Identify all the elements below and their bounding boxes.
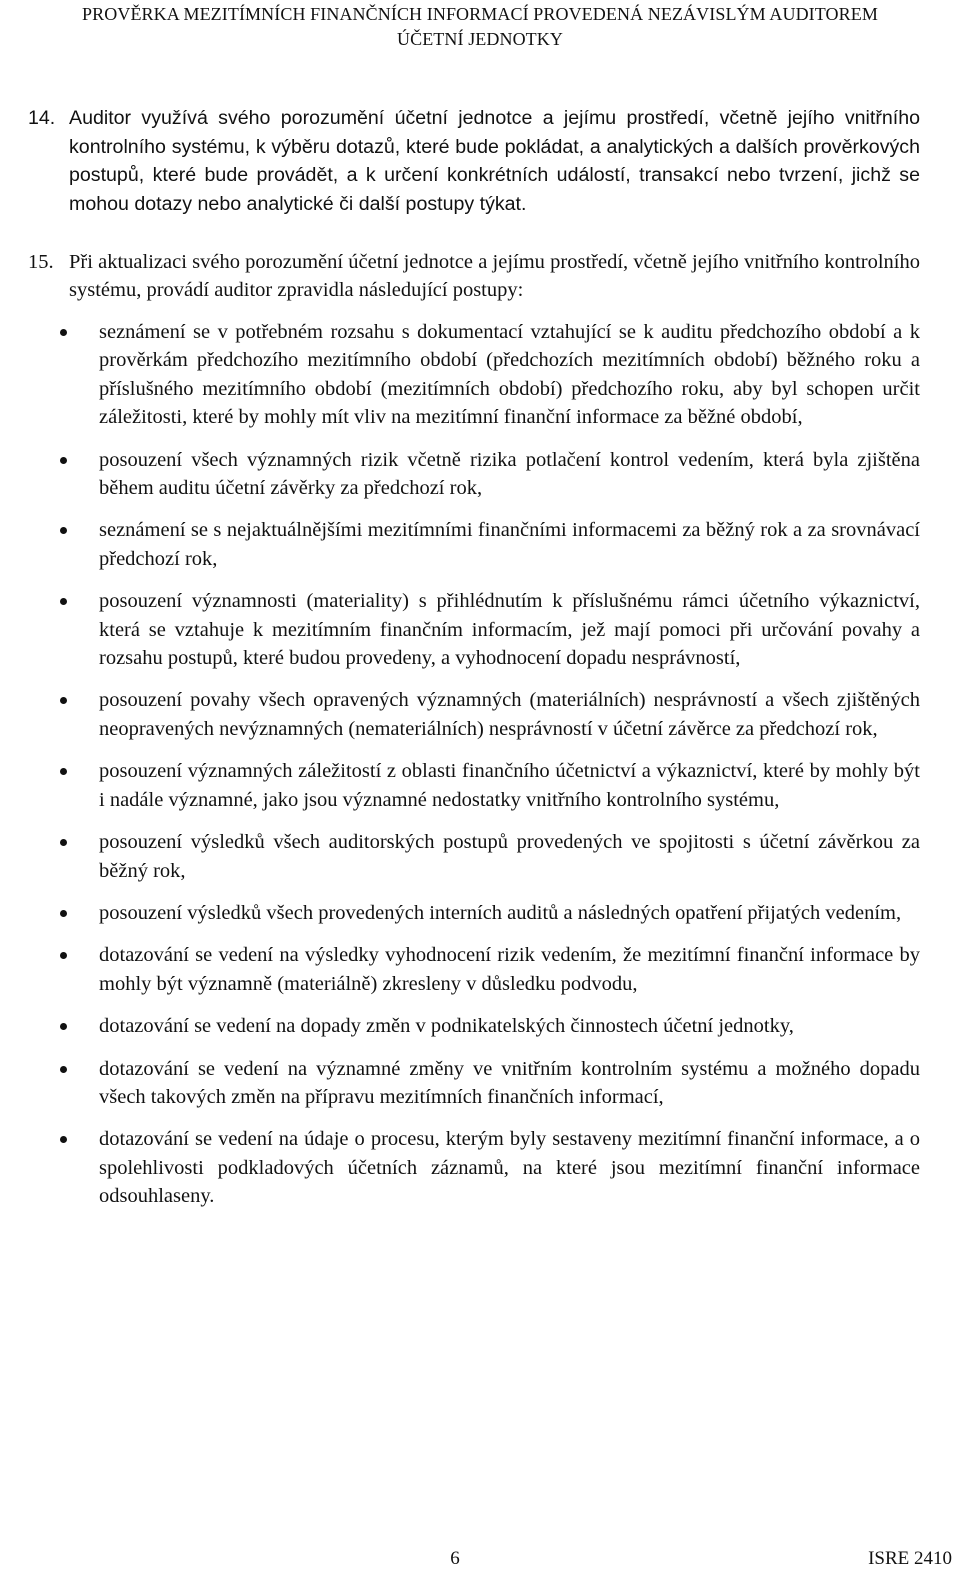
list-item — [60, 318, 920, 432]
bullet-icon — [60, 910, 67, 917]
bullet-icon — [60, 1066, 67, 1073]
bullet-icon — [60, 598, 67, 605]
list-item — [60, 941, 920, 998]
document-header — [0, 2, 960, 52]
list-item-text: dotazování se vedení na výsledky vyhodnocení rizik vedením, že mezitímní finanční informace by mohly být významně (materiálně) zkresleny v důsledku podvodu, — [99, 944, 920, 995]
standard-code: ISRE 2410 — [868, 1548, 952, 1569]
bullet-icon — [60, 457, 67, 464]
list-item-text: dotazování se vedení na významné změny ve vnitřním kontrolním systému a možného dopadu všech takových změn na přípravu mezitímních finančních informací, — [99, 1057, 920, 1108]
header-title-line-2: ÚČETNÍ JEDNOTKY — [397, 29, 563, 49]
list-item-text: dotazování se vedení na údaje o procesu, kterým byly sestaveny mezitímní finanční informace, a o spolehlivosti podkladových účetních záznamů, na které jsou mezitímní finanční informace odsouhlaseny. — [99, 1128, 920, 1208]
list-item-text: seznámení se s nejaktuálnějšími mezitímními finančními informacemi za běžný rok a za srovnávací předchozí rok, — [99, 519, 920, 570]
list-item — [60, 516, 920, 573]
list-item — [60, 757, 920, 814]
bullet-icon — [60, 1136, 67, 1143]
header-title-line-1: PROVĚRKA MEZITÍMNÍCH FINANČNÍCH INFORMACÍ PROVEDENÁ NEZÁVISLÝM AUDITOREM — [82, 4, 878, 24]
paragraph-15 — [28, 248, 920, 305]
list-item — [60, 1012, 920, 1040]
list-item — [60, 1125, 920, 1210]
bullet-icon — [60, 1023, 67, 1030]
bullet-icon — [60, 697, 67, 704]
list-item-text: posouzení významných záležitostí z oblasti finančního účetnictví a výkaznictví, které by mohly být i nadále významné, jako jsou významné nedostatky vnitřního kontrolního systému, — [99, 760, 920, 811]
list-item — [60, 686, 920, 743]
bullet-icon — [60, 527, 67, 534]
list-item-text: posouzení významnosti (materiality) s přihlédnutím k příslušnému rámci účetního výkaznictví, která se vztahuje k mezitímním finančním informacím, jež mají pomoci při určování povahy a rozsahu postupů, které budou provedeny, a vyhodnocení dopadu nesprávností, — [99, 590, 920, 670]
bullet-icon — [60, 768, 67, 775]
bullet-icon — [60, 839, 67, 846]
paragraph-number: 14. — [28, 107, 56, 129]
list-item-text: posouzení výsledků všech provedených interních auditů a následných opatření přijatých vedením, — [99, 901, 902, 924]
paragraph-text: Při aktualizaci svého porozumění účetní jednotce a jejímu prostředí, včetně jejího vnitřního kontrolního systému, provádí auditor zpravidla následující postupy: — [69, 251, 920, 302]
bullet-icon — [60, 952, 67, 959]
list-item — [60, 828, 920, 885]
list-item — [60, 587, 920, 672]
list-item-text: posouzení povahy všech opravených významných (materiálních) nesprávností a všech zjištěných neopravených nevýznamných (nemateriálních) nesprávností v účetní závěrce za předchozí rok, — [99, 689, 920, 740]
bullet-icon — [60, 329, 67, 336]
list-item — [60, 899, 920, 927]
list-item-text: posouzení všech významných rizik včetně rizika potlačení kontrol vedením, která byla zjištěna během auditu účetní závěrky za předchozí rok, — [99, 448, 920, 500]
list-item-text: seznámení se v potřebném rozsahu s dokumentací vztahující se k auditu předchozího období a k prověrkám předchozího mezitímního období (předchozích mezitímních období) běžného roku a příslušného mezitímního období (mezitímních období) předchozího roku, aby byl schopen určit záležitosti, které by mohly mít vliv na mezitímní finanční informace za běžné období, — [99, 321, 920, 429]
page-number: 6 — [450, 1548, 460, 1569]
paragraph-14 — [28, 104, 920, 218]
list-item-text: posouzení výsledků všech auditorských postupů provedených ve spojitosti s účetní závěrkou za běžný rok, — [99, 831, 920, 882]
list-item — [60, 446, 920, 503]
procedures-list — [60, 318, 920, 1225]
paragraph-text: Auditor využívá svého porozumění účetní jednotce a jejímu prostředí, včetně jejího vnitřního kontrolního systému, k výběru dotazů, které bude pokládat, a analytických a dalších prověrkových postupů, které bude provádět, a k určení konkrétních událostí, transakcí nebo tvrzení, jichž se mohou dotazy nebo analytické či další postupy týkat. — [69, 107, 920, 215]
list-item-text: dotazování se vedení na dopady změn v podnikatelských činnostech účetní jednotky, — [99, 1015, 794, 1038]
paragraph-number: 15. — [28, 251, 54, 273]
list-item — [60, 1055, 920, 1112]
